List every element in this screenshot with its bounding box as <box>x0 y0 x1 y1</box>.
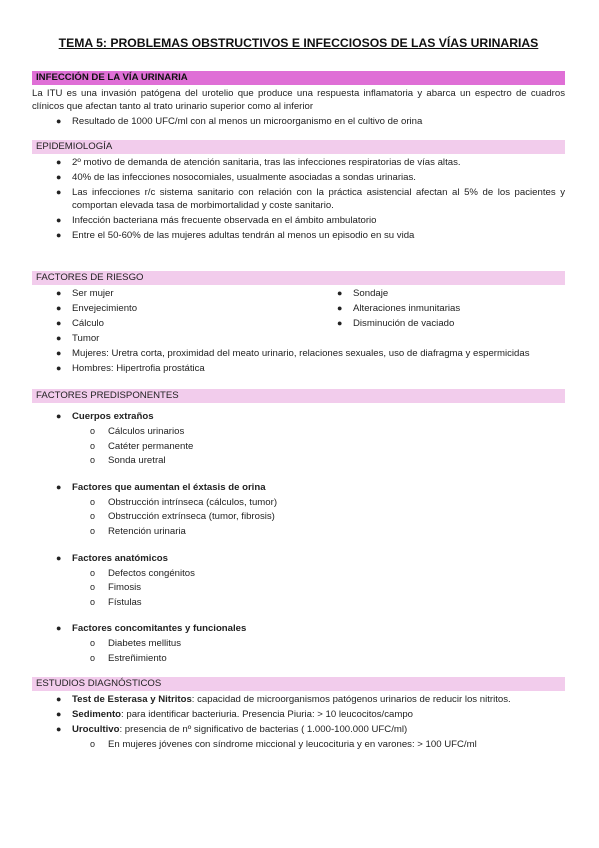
circle-bullet-icon: o <box>90 638 96 649</box>
bullet-icon: ● <box>56 708 62 719</box>
section-heading-epidemiologia: EPIDEMIOLOGÍA <box>32 140 565 154</box>
sub-item: o Cálculos urinarios <box>90 426 185 437</box>
bullet-icon: ● <box>56 723 62 734</box>
bullet-icon: ● <box>337 303 343 313</box>
section-heading-factores-riesgo: FACTORES DE RIESGO <box>32 271 565 285</box>
circle-bullet-icon: o <box>90 738 96 749</box>
diagnostics-list <box>32 693 565 751</box>
list-item: ● 40% de las infecciones nosocomiales, usualmente asociadas a sondas urinarias. <box>56 172 416 183</box>
circle-bullet-icon: o <box>90 455 96 466</box>
section-heading-infeccion: INFECCIÓN DE LA VÍA URINARIA <box>32 71 565 85</box>
sub-item: o Retención urinaria <box>90 525 186 537</box>
bullet-icon: ● <box>56 411 62 421</box>
sub-item: o Obstrucción extrínseca (tumor, fibrosis) <box>90 511 275 523</box>
sub-item: o Sonda uretral <box>90 455 166 467</box>
bullet-icon: ● <box>56 333 62 343</box>
bullet-icon: ● <box>56 552 62 563</box>
list-item: ● Envejecimiento <box>56 303 138 314</box>
bullet-icon: ● <box>337 288 343 298</box>
epidemiology-list <box>32 156 565 242</box>
sub-item: o Estreñimiento <box>90 652 167 664</box>
bullet-icon: ● <box>56 187 62 197</box>
circle-bullet-icon: o <box>90 567 96 578</box>
sub-item: o Fístulas <box>90 596 142 608</box>
bullet-icon: ● <box>56 623 62 634</box>
risk-factors-columns <box>32 287 565 332</box>
sub-item: o En mujeres jóvenes con síndrome miccional y leucocituria y en varones: > 100 UFC/ml <box>90 738 477 750</box>
list-item: ● Alteraciones inmunitarias <box>337 303 461 314</box>
list-item: ● Tumor <box>56 333 100 344</box>
list-item: ● Test de Esterasa y Nitritos: capacidad de microorganismos patógenos urinarios de reducir los nitritos. <box>56 693 511 705</box>
list-item: ● Resultado de 1000 UFC/ml con al menos un microorganismo en el cultivo de orina <box>56 116 423 127</box>
section-heading-factores-predisponentes: FACTORES PREDISPONENTES <box>32 389 565 403</box>
document-page <box>32 36 565 752</box>
sub-item: o Defectos congénitos <box>90 567 195 579</box>
section-heading-estudios-diagnosticos: ESTUDIOS DIAGNÓSTICOS <box>32 677 565 691</box>
list-item: ● Las infecciones r/c sistema sanitario con relación con la práctica asistencial afectan al 5% de los pacientes y comportan elevada tasa de morbimortalidad y coste sanitario. <box>56 187 565 211</box>
bullet-icon: ● <box>56 481 62 492</box>
circle-bullet-icon: o <box>90 525 96 536</box>
bullet-icon: ● <box>56 230 62 240</box>
definition-list <box>32 115 565 128</box>
circle-bullet-icon: o <box>90 440 96 451</box>
sub-item: o Diabetes mellitus <box>90 638 182 650</box>
predisposing-group-3 <box>32 552 565 609</box>
bullet-icon: ● <box>56 116 62 126</box>
list-item: ● Urocultivo: presencia de nº significativo de bacterias ( 1.000-100.000 UFC/ml) <box>56 723 408 735</box>
group-title: ● Factores concomitantes y funcionales <box>56 623 247 635</box>
list-item: ● Entre el 50-60% de las mujeres adultas tendrán al menos un episodio en su vida <box>56 230 415 241</box>
bullet-icon: ● <box>56 348 62 358</box>
bullet-icon: ● <box>56 172 62 182</box>
list-item: ● 2º motivo de demanda de atención sanitaria, tras las infecciones respiratorias de vías altas. <box>56 157 461 168</box>
risk-factors-col2 <box>313 287 565 332</box>
group-title: ● Factores anatómicos <box>56 552 168 564</box>
bullet-icon: ● <box>56 303 62 313</box>
bullet-icon: ● <box>337 318 343 328</box>
group-title: ● Factores que aumentan el éxtasis de orina <box>56 481 266 493</box>
sub-item: o Obstrucción intrínseca (cálculos, tumor) <box>90 496 278 508</box>
list-item: ● Infección bacteriana más frecuente observada en el ámbito ambulatorio <box>56 215 377 226</box>
list-item: ● Cálculo <box>56 318 104 329</box>
document-title: TEMA 5: PROBLEMAS OBSTRUCTIVOS E INFECCIOSOS DE LAS VÍAS URINARIAS <box>58 36 539 50</box>
circle-bullet-icon: o <box>90 652 96 663</box>
circle-bullet-icon: o <box>90 511 96 522</box>
bullet-icon: ● <box>56 288 62 298</box>
predisposing-group-1 <box>32 410 565 467</box>
circle-bullet-icon: o <box>90 426 96 436</box>
list-item: ● Hombres: Hipertrofia prostática <box>56 363 205 374</box>
predisposing-group-2 <box>32 481 565 538</box>
bullet-icon: ● <box>56 693 62 704</box>
predisposing-group-4 <box>32 622 565 665</box>
bullet-icon: ● <box>56 215 62 225</box>
bullet-icon: ● <box>56 157 62 167</box>
group-title: ● Cuerpos extraños <box>56 411 154 422</box>
list-item: ● Sondaje <box>337 288 389 299</box>
list-item: ● Sedimento: para identificar bacteriuria. Presencia Piuria: > 10 leucocitos/campo <box>56 708 414 720</box>
bullet-icon: ● <box>56 318 62 328</box>
bullet-icon: ● <box>56 363 62 373</box>
sub-item: o Fimosis <box>90 582 142 594</box>
sub-item: o Catéter permanente <box>90 440 194 452</box>
risk-factors-list <box>32 332 565 375</box>
risk-factors-col1 <box>32 287 313 332</box>
circle-bullet-icon: o <box>90 582 96 593</box>
list-item: ● Ser mujer <box>56 288 114 299</box>
list-item: ● Disminución de vaciado <box>337 318 455 329</box>
definition-paragraph: La ITU es una invasión patógena del urotelio que produce una respuesta inflamatoria y abarca un espectro de cuadros clínicos que afectan tanto al trato urinario superior como al inferior <box>32 88 565 112</box>
circle-bullet-icon: o <box>90 596 96 607</box>
circle-bullet-icon: o <box>90 496 96 507</box>
list-item: ● Mujeres: Uretra corta, proximidad del meato urinario, relaciones sexuales, uso de diafragma y espermicidas <box>56 348 530 359</box>
